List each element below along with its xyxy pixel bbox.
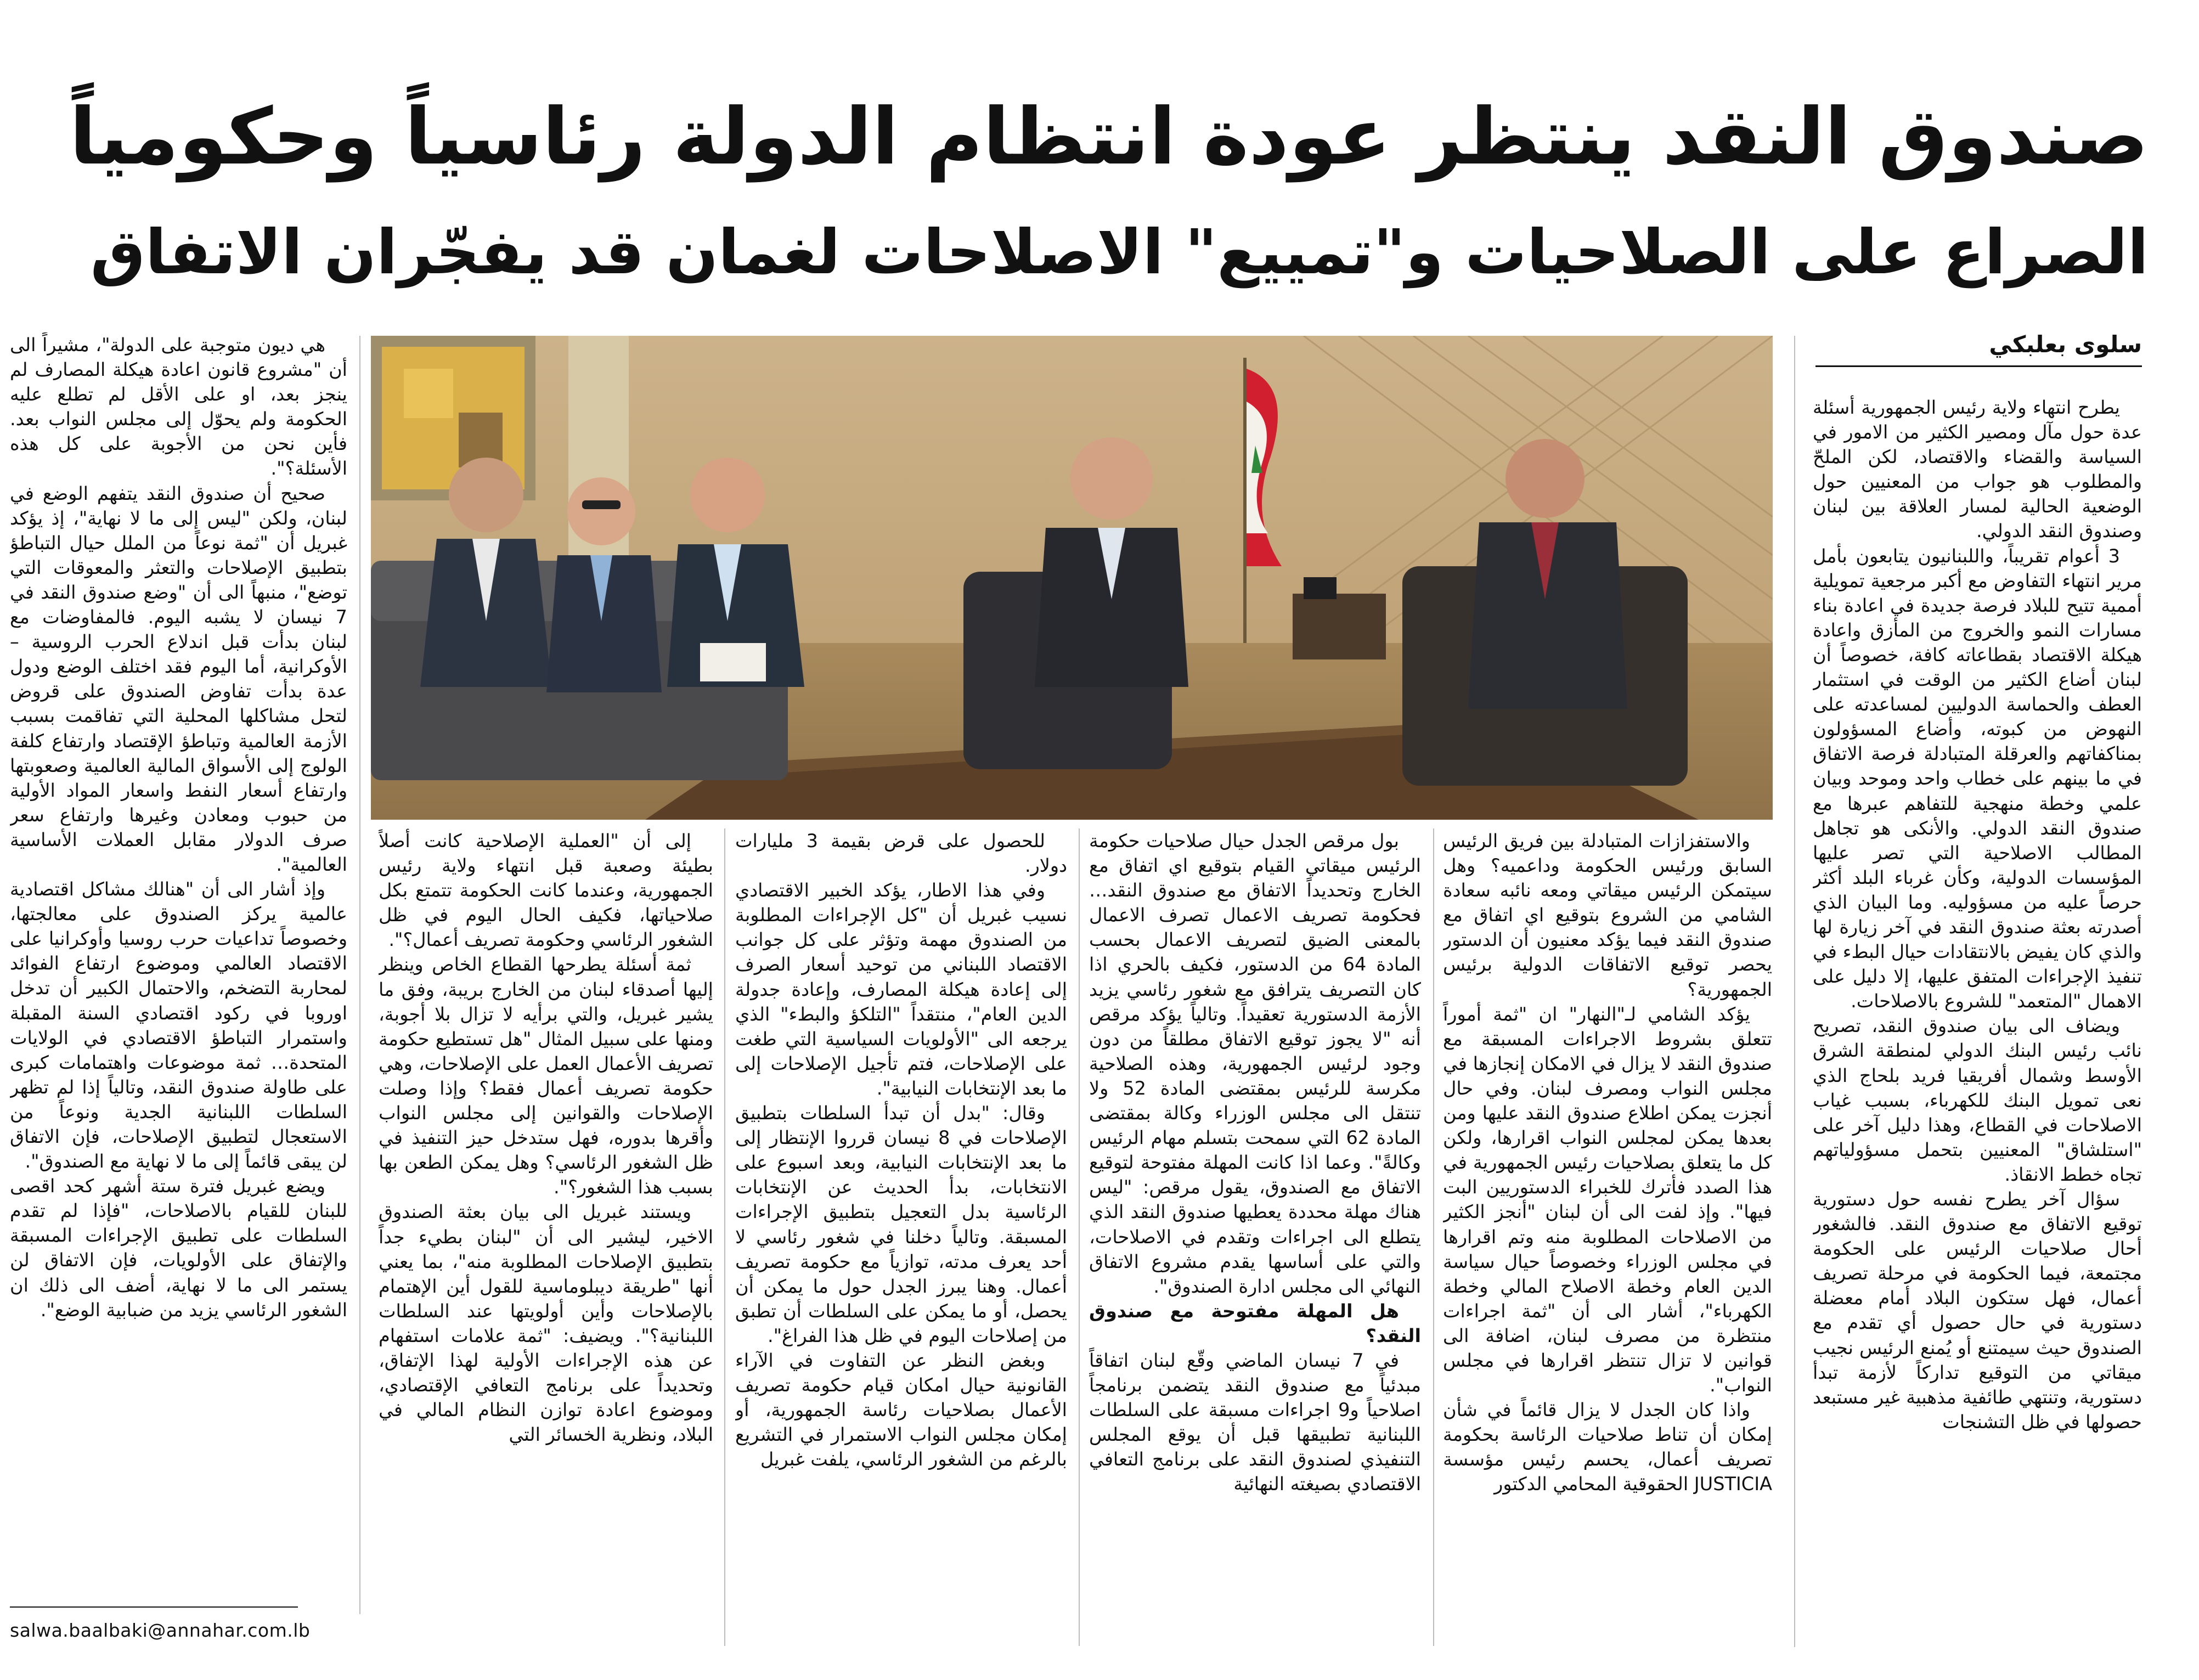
article-column-6 — [10, 332, 347, 1589]
paragraph: إلى أن "العملية الإصلاحية كانت أصلاً بطيئة وصعبة قبل انتهاء ولاية رئيس الجمهورية، وعندما كانت الحكومة تتمتع بكل صلاحياتها، فكيف الحال اليوم في ظل الشغور الرئاسي وحكومة تصريف أعمال؟". — [379, 830, 713, 951]
paragraph: ويضع غبريل فترة ستة أشهر كحد اقصى للبنان للقيام بالاصلاحات، "فإذا لم تقدم السلطات على تطبيق الإجراءات المسبقة والإتفاق على الأولويات، فإن الاتفاق لن يستمر الى ما لا نهاية، أضف الى ذلك ان الشغور الرئاسي يزيد من ضبابية الوضع". — [10, 1175, 347, 1321]
paragraph: وبغض النظر عن التفاوت في الآراء القانونية حيال امكان قيام حكومة تصريف الأعمال بصلاحيات رئاسة الجمهورية، أو إمكان مجلس النواب الاستمرار في التشريع بالرغم من الشغور الرئاسي، يلفت غبريل — [735, 1349, 1067, 1470]
paragraph: صحيح أن صندوق النقد يتفهم الوضع في لبنان، ولكن "ليس إلى ما لا نهاية"، إذ يؤكد غبريل أن "ثمة نوعاً من الملل حيال التباطؤ بتطبيق الإصلاحات والتعثر والمعوقات التي توضع"، منبهاً الى أن "وضع صندوق النقد في 7 نيسان لا يشبه اليوم. فالمفاوضات مع لبنان بدأت قبل اندلاع الحرب الروسية – الأوكرانية، أما اليوم فقد اختلف الوضع ودول عدة بدأت تفاوض الصندوق على قروض لتحل مشاكلها المحلية التي تفاقمت بسبب الأزمة العالمية وتباطؤ الإقتصاد وارتفاع كلفة الولوج إلى الأسواق المالية العالمية وصعوبتها وارتفاع أسعار النفط واسعار المواد الأولية من حبوب ومعادن وغيرها وارتفاع سعر صرف الدولار مقابل العملات الأساسية العالمية". — [10, 482, 347, 875]
column-divider — [1433, 828, 1434, 1646]
paragraph: هي ديون متوجبة على الدولة"، مشيراً الى أن "مشروع قانون اعادة هيكلة المصارف لم ينجز بعد، او على الأقل لم تطلع عليه الحكومة ولم يحوّل إلى مجلس النواب بعد. فأين نحن من الأجوبة على كل هذه الأسئلة؟". — [10, 334, 347, 480]
paragraph: بول مرقص الجدل حيال صلاحيات حكومة الرئيس ميقاتي القيام بتوقيع اي اتفاق مع الخارج وتحديداً الاتفاق مع صندوق النقد… فحكومة تصريف الاعمال تصرف الاعمال بالمعنى الضيق لتصريف الاعمال بحسب المادة 64 من الدستور، فكيف بالحري اذا كان التصريف يترافق مع شغور رئاسي يزيد الأزمة الدستورية تعقيداً. وتالياً يؤكد مرقص أنه "لا يجوز توقيع الاتفاق مطلقاً من دون وجود لرئيس الجمهورية، وهذه الصلاحية مكرسة للرئيس بمقتضى المادة 52 ولا تنتقل الى مجلس الوزراء وكالة بمقتضى المادة 62 التي سمحت بتسلم مهام الرئيس وكالةً". وعما اذا كانت المهلة مفتوحة لتوقيع الاتفاق مع الصندوق، يقول مرقص: "ليس هناك مهلة محددة يعطيها صندوق النقد الذي يتطلع الى اجراءات وتقدم في الاصلاحات، والتي على أساسها يقدم مشروع الاتفاق النهائي الى مجلس ادارة الصندوق". — [1089, 830, 1421, 1297]
column-divider — [1794, 336, 1795, 1647]
article-column-4 — [735, 828, 1067, 1640]
article-column-1 — [1813, 395, 2142, 1630]
paragraph: ثمة أسئلة يطرحها القطاع الخاص وينظر إليها أصدقاء لبنان من الخارج بريبة، وفق ما يشير غبريل، والتي برأيه لا تزال بلا أجوبة، ومنها على سبيل المثال "هل تستطيع حكومة تصريف الأعمال العمل على الإصلاحات، وهي حكومة تصريف أعمال فقط؟ وإذا وصلت الإصلاحات والقوانين إلى مجلس النواب وأقرها بدوره، فهل ستدخل حيز التنفيذ في ظل الشغور الرئاسي؟ وهل يمكن الطعن بها بسبب هذا الشغور؟". — [379, 954, 713, 1198]
column-divider — [359, 336, 360, 1614]
paragraph: وفي هذا الاطار، يؤكد الخبير الاقتصادي نسيب غبريل أن "كل الإجراءات المطلوبة من الصندوق مهمة وتؤثر على كل جوانب الاقتصاد اللبناني من توحيد أسعار الصرف إلى إعادة هيكلة المصارف، وإعادة جدولة الدين العام"، منتقداً "التلكؤ والبطء" الذي يرجعه الى "الأولويات السياسية التي طغت على الإصلاحات، فتم تأجيل الإصلاحات إلى ما بعد الإنتخابات النيابية". — [735, 880, 1067, 1099]
column-divider — [724, 828, 725, 1646]
meeting-photo — [371, 336, 1773, 820]
paragraph: وقال: "بدل أن تبدأ السلطات بتطبيق الإصلاحات في 8 نيسان قرروا الإنتظار إلى ما بعد الإنتخابات النيابية، وبعد اسبوع على الانتخابات، بدأ الحديث عن الإنتخابات الرئاسية بدل التعجيل بتطبيق الإجراءات المسبقة. وتالياً دخلنا في شغور رئاسي لا أحد يعرف مدته، توازياً مع حكومة تصريف أعمال. وهنا يبرز الجدل حول ما يمكن أن يحصل، أو ما يمكن على السلطات أن تطبق من إصلاحات اليوم في ظل هذا الفراغ". — [735, 1102, 1067, 1346]
article-column-2 — [1443, 828, 1772, 1640]
headline-line-1: صندوق النقد ينتظر عودة انتظام الدولة رئاسياً وحكومياً — [69, 92, 2149, 182]
paragraph: وإذ أشار الى أن "هنالك مشاكل اقتصادية عالمية يركز الصندوق على معالجتها، وخصوصاً تداعيات حرب روسيا وأوكرانيا على الاقتصاد العالمي وموضوع ارتفاع الفوائد لمحاربة التضخم، والاحتمال الكبير أن تدخل اوروبا في ركود اقتصادي السنة المقبلة واستمرار التباطؤ الاقتصادي في الولايات المتحدة… ثمة موضوعات واهتمامات كبرى على طاولة صندوق النقد، وتالياً إذا لم تظهر السلطات اللبنانية الجدية ونوعاً من الاستعجال لتطبيق الإصلاحات، فإن الاتفاق لن يبقى قائماً إلى ما لا نهاية مع الصندوق". — [10, 878, 347, 1172]
author-email: salwa.baalbaki@annahar.com.lb — [10, 1620, 311, 1641]
meeting-photo-illustration — [371, 336, 1773, 820]
paragraph: يؤكد الشامي لـ"النهار" ان "ثمة أموراً تتعلق بشروط الاجراءات المسبقة مع صندوق النقد لا يزال في الامكان إنجازها في مجلس النواب ومصرف لبنان. وفي حال أنجزت يمكن اطلاع صندوق النقد عليها ومن بعدها يمكن لمجلس النواب اقرارها، ولكن كل ما يتعلق بصلاحيات رئيس الجمهورية في هذا الصدد فأترك للخبراء الدستوريين البت فيها". وإذ لفت الى أن لبنان "أنجز الكثير من الاصلاحات المطلوبة منه وتم اقرارها في مجلس الوزراء وخصوصاً حيال سياسة الدين العام وخطة الاصلاح المالي وخطة الكهرباء"، أشار الى أن "ثمة اجراءات منتظرة من مصرف لبنان، اضافة الى قوانين لا تزال تنتظر اقرارها في مجلس النواب". — [1443, 1003, 1772, 1396]
headline-line-2: الصراع على الصلاحيات و"تمييع" الاصلاحات لغمان قد يفجّران الاتفاق — [90, 217, 2149, 288]
paragraph: للحصول على قرض بقيمة 3 مليارات دولار. — [735, 830, 1067, 877]
email-rule — [10, 1606, 298, 1608]
article-column-3 — [1089, 828, 1421, 1640]
paragraph: واذا كان الجدل لا يزال قائماً في شأن إمكان أن تناط صلاحيات الرئاسة بحكومة تصريف أعمال، يحسم رئيس مؤسسة JUSTICIA الحقوقية المحامي الدكتور — [1443, 1399, 1772, 1495]
byline: سلوى بعلبكي — [1989, 331, 2142, 358]
paragraph: ويستند غبريل الى بيان بعثة الصندوق الاخير، ليشير الى أن "لبنان بطيء جداً بتطبيق الإصلاحات المطلوبة منه"، بما يعني أنها "طريقة ديبلوماسية للقول أين الإهتمام بالإصلاحات وأين أولويتها عند السلطات اللبنانية؟". ويضيف: "ثمة علامات استفهام عن هذه الإجراءات الأولية لهذا الإتفاق، وتحديداً على برنامج التعافي الإقتصادي، وموضوع اعادة توازن النظام المالي في البلاد، ونظرية الخسائر التي — [379, 1201, 713, 1446]
article-column-5 — [379, 828, 713, 1640]
paragraph: 3 أعوام تقريباً، واللبنانيون يتابعون بأمل مرير انتهاء التفاوض مع أكبر مرجعية تمويلية أممية تتيح للبلاد فرصة جديدة في اعادة بناء مسارات النمو والخروج من المأزق واعادة هيكلة الاقتصاد بقطاعاته كافة، خصوصاً أن لبنان أضاع الكثير من الوقت في استثمار العطف والحماسة الدوليين لمساعدته على النهوض من كبوته، وأضاع المسؤولون بمناكفاتهم والعرقلة المتبادلة فرصة الاتفاق في ما بينهم على خطاب واحد وموحد وبيان علمي وخطة منهجية للتفاهم عبرها مع صندوق النقد الدولي. والأنكى هو تجاهل المطالب الاصلاحية التي تصر عليها المؤسسات الدولية، وكأن غرباء البلد أكثر حرصاً عليه من مسؤوليه. وما البيان الذي أصدرته بعثة صندوق النقد في آخر زيارة لها والذي كان يفيض بالانتقادات حيال البطء في تنفيذ الإجراءات المتفق عليها، إلا دليل على الاهمال "المتعمد" للشروع بالاصلاحات. — [1813, 545, 2142, 1012]
paragraph: سؤال آخر يطرح نفسه حول دستورية توقيع الاتفاق مع صندوق النقد. فالشغور أحال صلاحيات الرئيس على الحكومة مجتمعة، فيما الحكومة في مرحلة تصريف أعمال، فهل ستكون البلاد أمام معضلة دستورية في حال حصول أي تقدم مع الصندوق حيث سيمتنع أو يُمنع الرئيس نجيب ميقاتي من التوقيع تداركاً لأزمة تبدأ دستورية، وتنتهي طائفية مذهبية غير مستبعد حصولها في ظل التشنجات — [1813, 1188, 2142, 1433]
subheading: هل المهلة مفتوحة مع صندوق النقد؟ — [1089, 1300, 1421, 1346]
paragraph: والاستفزازات المتبادلة بين فريق الرئيس السابق ورئيس الحكومة وداعميه؟ وهل سيتمكن الرئيس ميقاتي ومعه نائبه سعادة الشامي من الشروع بتوقيع اي اتفاق مع صندوق النقد فيما يؤكد معنيون أن الدستور يحصر توقيع الاتفاقات الدولية برئيس الجمهورية؟ — [1443, 830, 1772, 1000]
column-divider — [1079, 828, 1080, 1646]
byline-rule — [1815, 365, 2142, 367]
paragraph: في 7 نيسان الماضي وقّع لبنان اتفاقاً مبدئياً مع صندوق النقد يتضمن برنامجاً اصلاحياً و9 اجراءات مسبقة على السلطات اللبنانية تطبيقها قبل أن يوقع المجلس التنفيذي لصندوق النقد على برنامج التعافي الاقتصادي بصيغته النهائية — [1089, 1349, 1421, 1495]
paragraph: يطرح انتهاء ولاية رئيس الجمهورية أسئلة عدة حول مآل ومصير الكثير من الامور في السياسة والقضاء والاقتصاد، لكن الملحّ والمطلوب هو جواب من المعنيين حول الوضعية الحالية لمسار العلاقة بين لبنان وصندوق النقد الدولي. — [1813, 397, 2142, 542]
paragraph: ويضاف الى بيان صندوق النقد، تصريح نائب رئيس البنك الدولي لمنطقة الشرق الأوسط وشمال أفريقيا فريد بلحاج الذي نعى تمويل البنك للكهرباء، بسبب غياب الاصلاحات في القطاع، وهذا دليل آخر على "استلشاق" المعنيين بتحمل مسؤولياتهم تجاه خطط الانقاذ. — [1813, 1015, 2142, 1185]
